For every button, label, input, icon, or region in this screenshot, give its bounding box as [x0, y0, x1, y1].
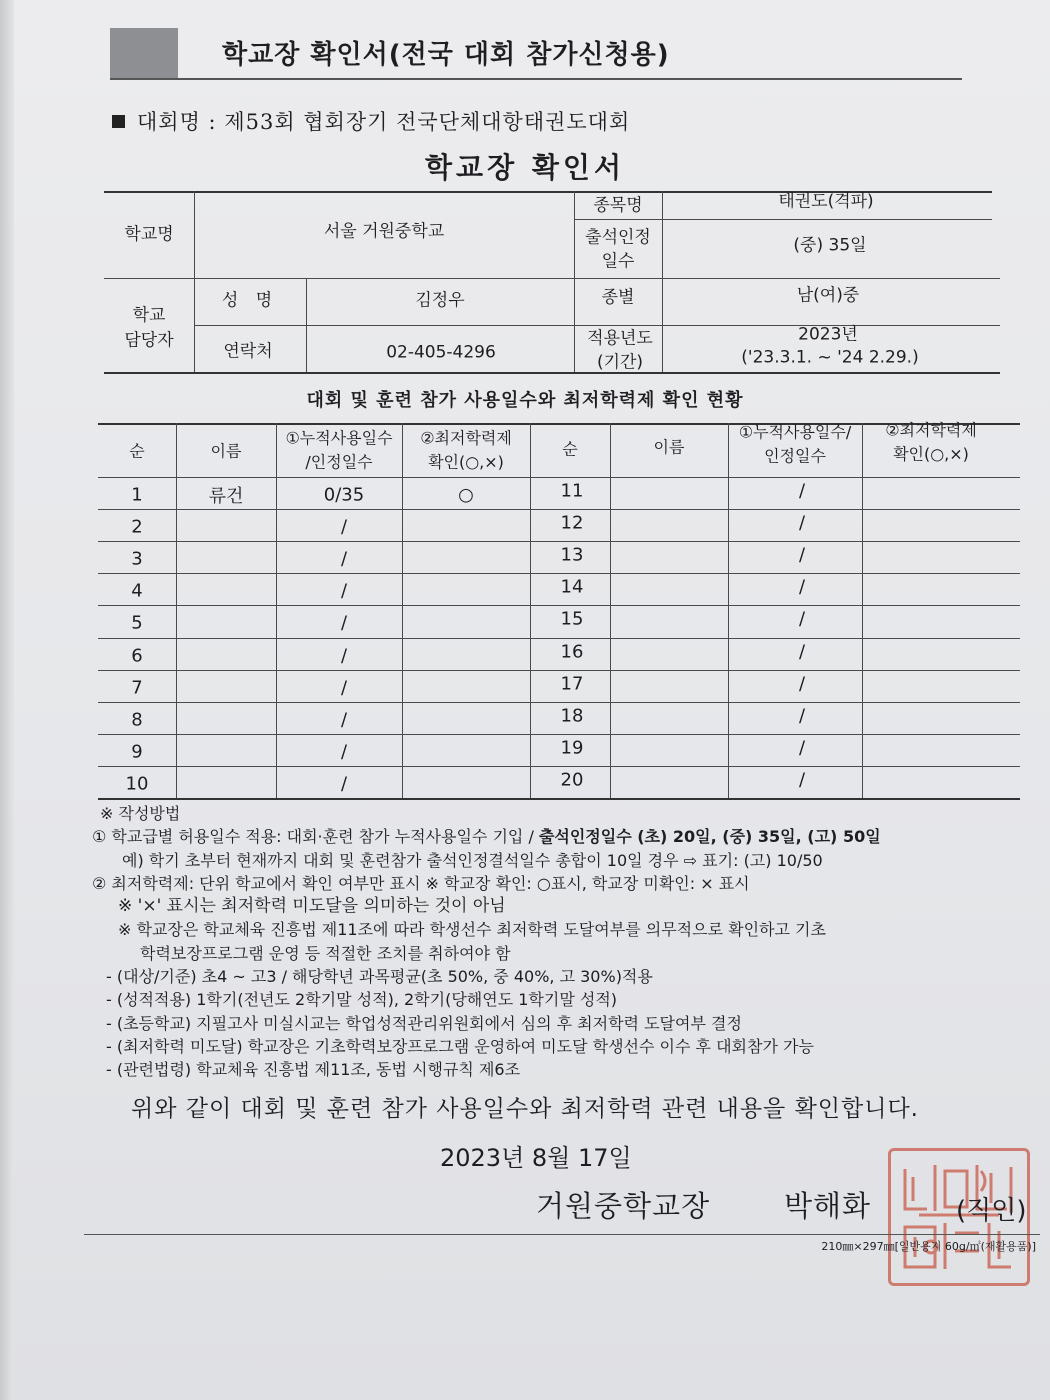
detail-2: - (성적적용) 1학기(전년도 2학기말 성적), 2학기(당해연도 1학기말 성적) — [106, 990, 618, 1010]
left-row-days: / — [340, 645, 348, 667]
row-divider — [98, 605, 1020, 606]
attendance-label-2: 일수 — [601, 251, 635, 272]
left-row-no: 4 — [131, 580, 143, 602]
paper-spec: 210㎜×297㎜[일반용지 60g/㎡(재활용품)] — [821, 1240, 1036, 1253]
col-check-left-1: ②최저학력제 — [420, 428, 512, 448]
gender-value: 남(여)중 — [796, 285, 860, 306]
left-row-days: / — [340, 773, 348, 795]
confirmation-text: 위와 같이 대회 및 훈련 참가 사용일수와 최저학력 관련 내용을 확인합니다. — [131, 1096, 919, 1122]
left-row-no: 5 — [131, 612, 143, 634]
notes-heading: ※ 작성방법 — [100, 804, 181, 823]
contest-name: 제53회 협회장기 전국단체대항태권도대회 — [224, 110, 631, 134]
right-row-no: 15 — [560, 608, 584, 630]
col-check-left-2: 확인(○,×) — [428, 452, 504, 472]
right-row-days: / — [798, 544, 806, 566]
detail-3: - (초등학교) 지필고사 미실시교는 학업성적관리위원회에서 심의 후 최저학력 도달여부 결정 — [106, 1013, 742, 1033]
principal-name: 박해화 — [784, 1189, 872, 1223]
note-2: ② 최저학력제: 단위 학교에서 확인 여부만 표시 ※ 학교장 확인: ○표시, 학교장 미확인: × 표시 — [92, 873, 750, 893]
right-row-no: 11 — [560, 480, 584, 502]
row-divider — [98, 573, 1020, 574]
left-row-days: / — [340, 741, 348, 763]
left-row-days: 0/35 — [323, 484, 365, 506]
left-row-days: / — [340, 677, 348, 699]
right-row-days: / — [798, 641, 806, 663]
right-row-days: / — [798, 737, 806, 759]
attendance-value: (중) 35일 — [793, 235, 867, 256]
row-divider — [98, 670, 1020, 671]
col-no-left: 순 — [129, 441, 145, 461]
right-row-no: 12 — [560, 512, 584, 534]
left-row-no: 1 — [131, 484, 143, 506]
contact-value: 02-405-4296 — [386, 342, 496, 363]
col-days-left-1: ①누적사용일수 — [285, 428, 393, 448]
header-title: 학교장 확인서(전국 대회 참가신청용) — [222, 40, 670, 70]
square-bullet-icon — [112, 115, 125, 128]
gender-label: 종별 — [601, 287, 635, 308]
left-row-no: 6 — [131, 645, 143, 667]
col-check-right-2: 확인(○,×) — [893, 444, 969, 464]
right-row-days: / — [798, 705, 806, 727]
section-title: 대회 및 훈련 참가 사용일수와 최저학력제 확인 현황 — [306, 390, 744, 411]
row-divider — [98, 638, 1020, 639]
right-row-no: 13 — [560, 544, 584, 566]
paper-edge — [0, 0, 14, 1400]
row-divider — [98, 509, 1020, 510]
row-divider — [98, 541, 1020, 542]
contact-label: 연락처 — [223, 341, 273, 362]
instructions — [92, 802, 1032, 1082]
note-1-text: ① 학교급별 허용일수 적용: 대회·훈련 참가 누적사용일수 기입 / — [92, 827, 539, 847]
name-label: 성 명 — [221, 290, 279, 311]
document-title: 학교장 확인서 — [424, 151, 626, 184]
left-row-days: / — [340, 709, 348, 731]
note-2-b-cont: 학력보장프로그램 운영 등 적절한 조치를 취하여야 함 — [140, 943, 511, 963]
col-check-right-1: ②최저학력제 — [885, 420, 977, 440]
year-label-1: 적용년도 — [587, 328, 653, 349]
detail-1: - (대상/기준) 초4 ~ 고3 / 해당학년 과목평균(초 50%, 중 40%, 고 30%)적용 — [106, 967, 653, 987]
contest-colon: : — [208, 110, 217, 134]
right-row-days: / — [798, 480, 806, 502]
right-row-no: 14 — [560, 576, 584, 598]
left-row-name: 류건 — [208, 486, 244, 508]
right-row-days: / — [798, 769, 806, 791]
right-row-days: / — [798, 512, 806, 534]
detail-4: - (최저학력 미도달) 학교장은 기초학력보장프로그램 운영하여 미도달 학생선수 이수 후 대회참가 가능 — [106, 1036, 814, 1056]
left-row-days: / — [340, 580, 348, 602]
school-value: 서울 거원중학교 — [323, 221, 445, 242]
left-row-check: ○ — [458, 484, 474, 506]
bottom-divider — [84, 1234, 1040, 1235]
year-value-2: ('23.3.1. ~ '24 2.29.) — [741, 347, 919, 368]
seal-label: (직인) — [956, 1196, 1027, 1226]
detail-5: - (관련법령) 학교체육 진흥법 제11조, 동법 시행규칙 제6조 — [106, 1060, 521, 1080]
school-label: 학교명 — [124, 224, 174, 245]
row-divider — [98, 734, 1020, 735]
right-row-no: 18 — [560, 705, 584, 727]
left-row-days: / — [340, 612, 348, 634]
col-days-left-2: /인정일수 — [305, 452, 373, 472]
note-1-bold: 출석인정일수 (초) 20일, (중) 35일, (고) 50일 — [538, 827, 881, 847]
year-label-2: (기간) — [596, 352, 644, 373]
principal-title: 거원중학교장 — [536, 1189, 711, 1223]
note-2-a: ※ '×' 표시는 최저학력 미도달을 의미하는 것이 아님 — [118, 896, 506, 917]
year-value-1: 2023년 — [798, 324, 858, 345]
contest-line — [112, 106, 630, 136]
issue-date: 2023년 8월 17일 — [440, 1144, 632, 1172]
contest-label: 대회명 — [137, 110, 201, 134]
right-row-days: / — [798, 673, 806, 695]
note-1-example: 예) 학기 초부터 현재까지 대회 및 훈련참가 출석인정결석일수 총합이 10일 경우 ⇨ 표기: (고) 10/50 — [122, 850, 823, 870]
left-row-no: 10 — [125, 773, 149, 795]
col-no-right: 순 — [562, 439, 578, 459]
left-row-no: 7 — [131, 677, 143, 699]
left-row-no: 3 — [131, 548, 143, 570]
col-name-right: 이름 — [653, 437, 685, 457]
col-days-right-2: 인정일수 — [764, 446, 826, 466]
left-row-no: 9 — [131, 741, 143, 763]
left-row-days: / — [340, 548, 348, 570]
row-divider — [98, 766, 1020, 767]
attendance-label-1: 출석인정 — [585, 227, 651, 248]
right-row-no: 17 — [560, 673, 584, 695]
right-row-days: / — [798, 608, 806, 630]
note-1 — [92, 825, 1032, 848]
event-value: 태권도(격파) — [778, 191, 874, 212]
col-days-right-1: ①누적사용일수/ — [738, 422, 852, 442]
header-divider — [110, 78, 962, 80]
left-row-no: 8 — [131, 709, 143, 731]
manager-label-2: 담당자 — [124, 330, 174, 351]
right-row-days: / — [798, 576, 806, 598]
name-value: 김정우 — [415, 290, 465, 311]
left-row-days: / — [340, 516, 348, 538]
col-name-left: 이름 — [210, 441, 242, 461]
right-row-no: 20 — [560, 769, 584, 791]
manager-label-1: 학교 — [132, 305, 166, 326]
right-row-no: 19 — [560, 737, 584, 759]
row-divider — [98, 702, 1020, 703]
note-2-b: ※ 학교장은 학교체육 진흥법 제11조에 따라 학생선수 최저학력 도달여부를 의무적으로 확인하고 기초 — [118, 920, 826, 940]
header-gray-block — [110, 28, 178, 80]
left-row-no: 2 — [131, 516, 143, 538]
event-label: 종목명 — [593, 195, 643, 216]
right-row-no: 16 — [560, 641, 584, 663]
